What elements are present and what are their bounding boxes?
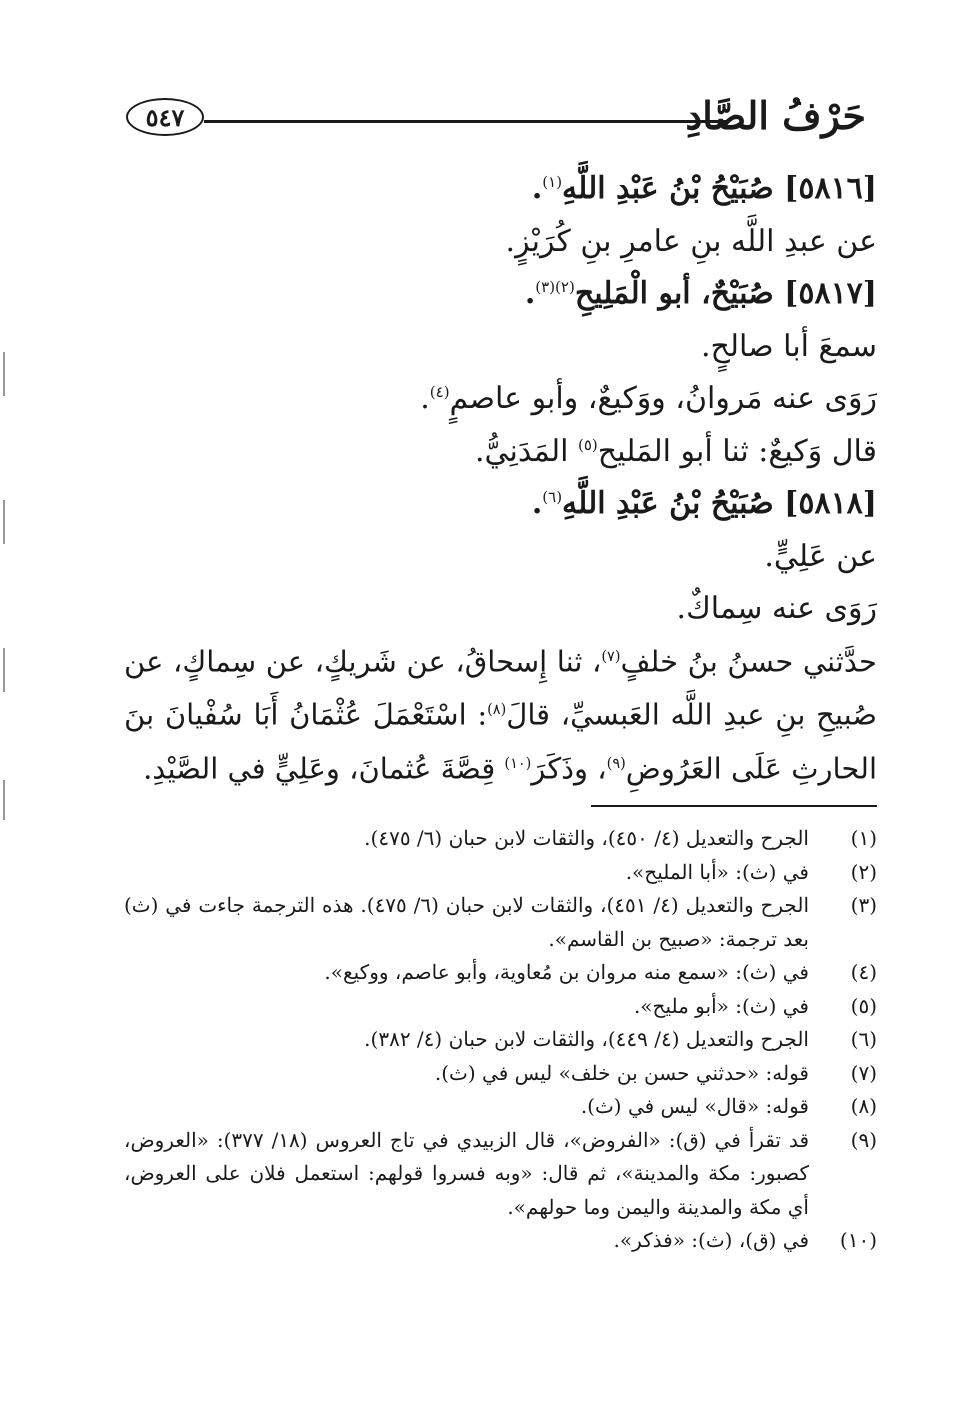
footnote: (٣) الجرح والتعديل (٤/ ٤٥١)، والثقات لابن حبان (٦/ ٤٧٥). هذه الترجمة جاءت في (ث) بعد ترجمة: «صبيح بن القاسم». (124, 889, 877, 956)
footnote: (١) الجرح والتعديل (٤/ ٤٥٠)، والثقات لابن حبان (٦/ ٤٧٥). (124, 822, 877, 856)
footnote-number: (٣) (850, 893, 877, 917)
footnote-ref[interactable]: (٨) (487, 702, 507, 719)
entry-heading-5818: [٥٨١٨] صُبَيْحُ بْنُ عَبْدِ اللَّهِ$^{(٦)}$. (531, 486, 877, 521)
footnote-ref[interactable]: (٦) (542, 488, 563, 506)
margin-mark (3, 648, 5, 692)
footnote: (٤) في (ث): «سمع منه مروان بن مُعاوية، وأبو عاصم، ووكيع». (124, 956, 877, 990)
entry-heading-5817: [٥٨١٧] صُبَيْحٌ، أبو الْمَلِيحِ$^{(٢)(٣)}$. (524, 276, 877, 311)
footnote: (٩) قد تقرأ في (ق): «الفروض»، قال الزبيدي في تاج العروس (١٨/ ٣٧٧): «العروض، كصبور: مكة والمدينة»، ثم قال: «وبه فسروا قولهم: استعمل فلان على العروض، أي مكة والمدينة واليمن وما حولهم». (124, 1124, 877, 1225)
footnote-number: (٨) (850, 1094, 877, 1118)
footnote-number: (٥) (850, 993, 877, 1018)
entry-heading-5816: [٥٨١٦] صُبَيْحُ بْنُ عَبْدِ اللَّهِ$^{(١)}$. (531, 171, 877, 206)
text-line: سمعَ أبا صالحٍ. (700, 328, 877, 364)
footnote-number: (٤) (850, 960, 877, 984)
footnote-number: (١) (850, 826, 877, 850)
footnotes (124, 822, 877, 1258)
text-line: عن عبدِ اللَّه بنِ عامرِ بنِ كُرَيْزٍ. (505, 223, 877, 259)
footnote: (٧) قوله: «حدثني حسن بن خلف» ليس في (ث). (124, 1057, 877, 1091)
text-line: رَوَى عنه سِماكٌ. (676, 591, 877, 626)
footnote-ref[interactable]: (٧) (601, 648, 621, 665)
running-title: حَرْفُ الصَّادِ (685, 93, 866, 138)
footnote-ref[interactable]: (٢)(٣) (535, 278, 575, 296)
main-text (124, 156, 877, 822)
footnote-number: (٢) (850, 859, 877, 884)
footnote-separator (591, 805, 877, 807)
margin-mark (3, 500, 5, 544)
footnote-ref[interactable]: (٥) (578, 435, 598, 454)
text-line: رَوَى عنه مَروانُ، ووَكيعٌ، وأبو عاصمٍ$^{(٤)}$. (420, 381, 877, 416)
footnote-ref[interactable]: (٩) (606, 755, 626, 772)
footnote: (٦) الجرح والتعديل (٤/ ٤٤٩)، والثقات لابن حبان (٤/ ٣٨٢). (124, 1023, 877, 1057)
margin-mark (3, 780, 5, 820)
footnote-number: (٩) (850, 1127, 877, 1152)
footnote-number: (٧) (850, 1060, 877, 1085)
page-header (126, 92, 866, 144)
margin-mark (3, 352, 5, 396)
footnote: (١٠) في (ق)، (ث): «فذكر». (124, 1224, 877, 1258)
footnote-ref[interactable]: (٤) (429, 383, 450, 401)
narration-paragraph: حدَّثني حسنُ بنُ خلفٍ$^{(٧)}$، ثنا إِسحاقُ، عن شَريكٍ، عن سِماكٍ، عن صُبيحِ بنِ عبدِ اللَّه العَبسيِّ، قالَ$^{(٨)}$: اسْتَعْمَلَ عُثْمَانُ أَبَا سُفْيانَ بنَ الحارثِ عَلَى العَرُوضِ$^{(٩)}$، وذَكَرَ$^{(١٠)}$ قِصَّةَ عُثمانَ، وعَلِيٍّ في الصَّيْدِ. (124, 644, 877, 786)
footnote: (٢) في (ث): «أبا المليح». (124, 856, 877, 890)
text-line: عن عَلِيٍّ. (764, 538, 877, 574)
footnote-ref[interactable]: (١٠) (504, 755, 532, 772)
footnote-number: (١٠) (839, 1228, 877, 1252)
footnote: (٥) في (ث): «أبو مليح». (124, 990, 877, 1024)
page-number: ٥٤٧ (126, 98, 204, 136)
footnote-ref[interactable]: (١) (542, 173, 563, 191)
header-rule (204, 120, 728, 123)
footnote: (٨) قوله: «قال» ليس في (ث). (124, 1090, 877, 1124)
text-line: قال وَكيعٌ: ثنا أبو المَليح$^{(٥)}$ المَدَنِيُّ. (475, 433, 877, 469)
footnote-number: (٦) (850, 1027, 877, 1051)
